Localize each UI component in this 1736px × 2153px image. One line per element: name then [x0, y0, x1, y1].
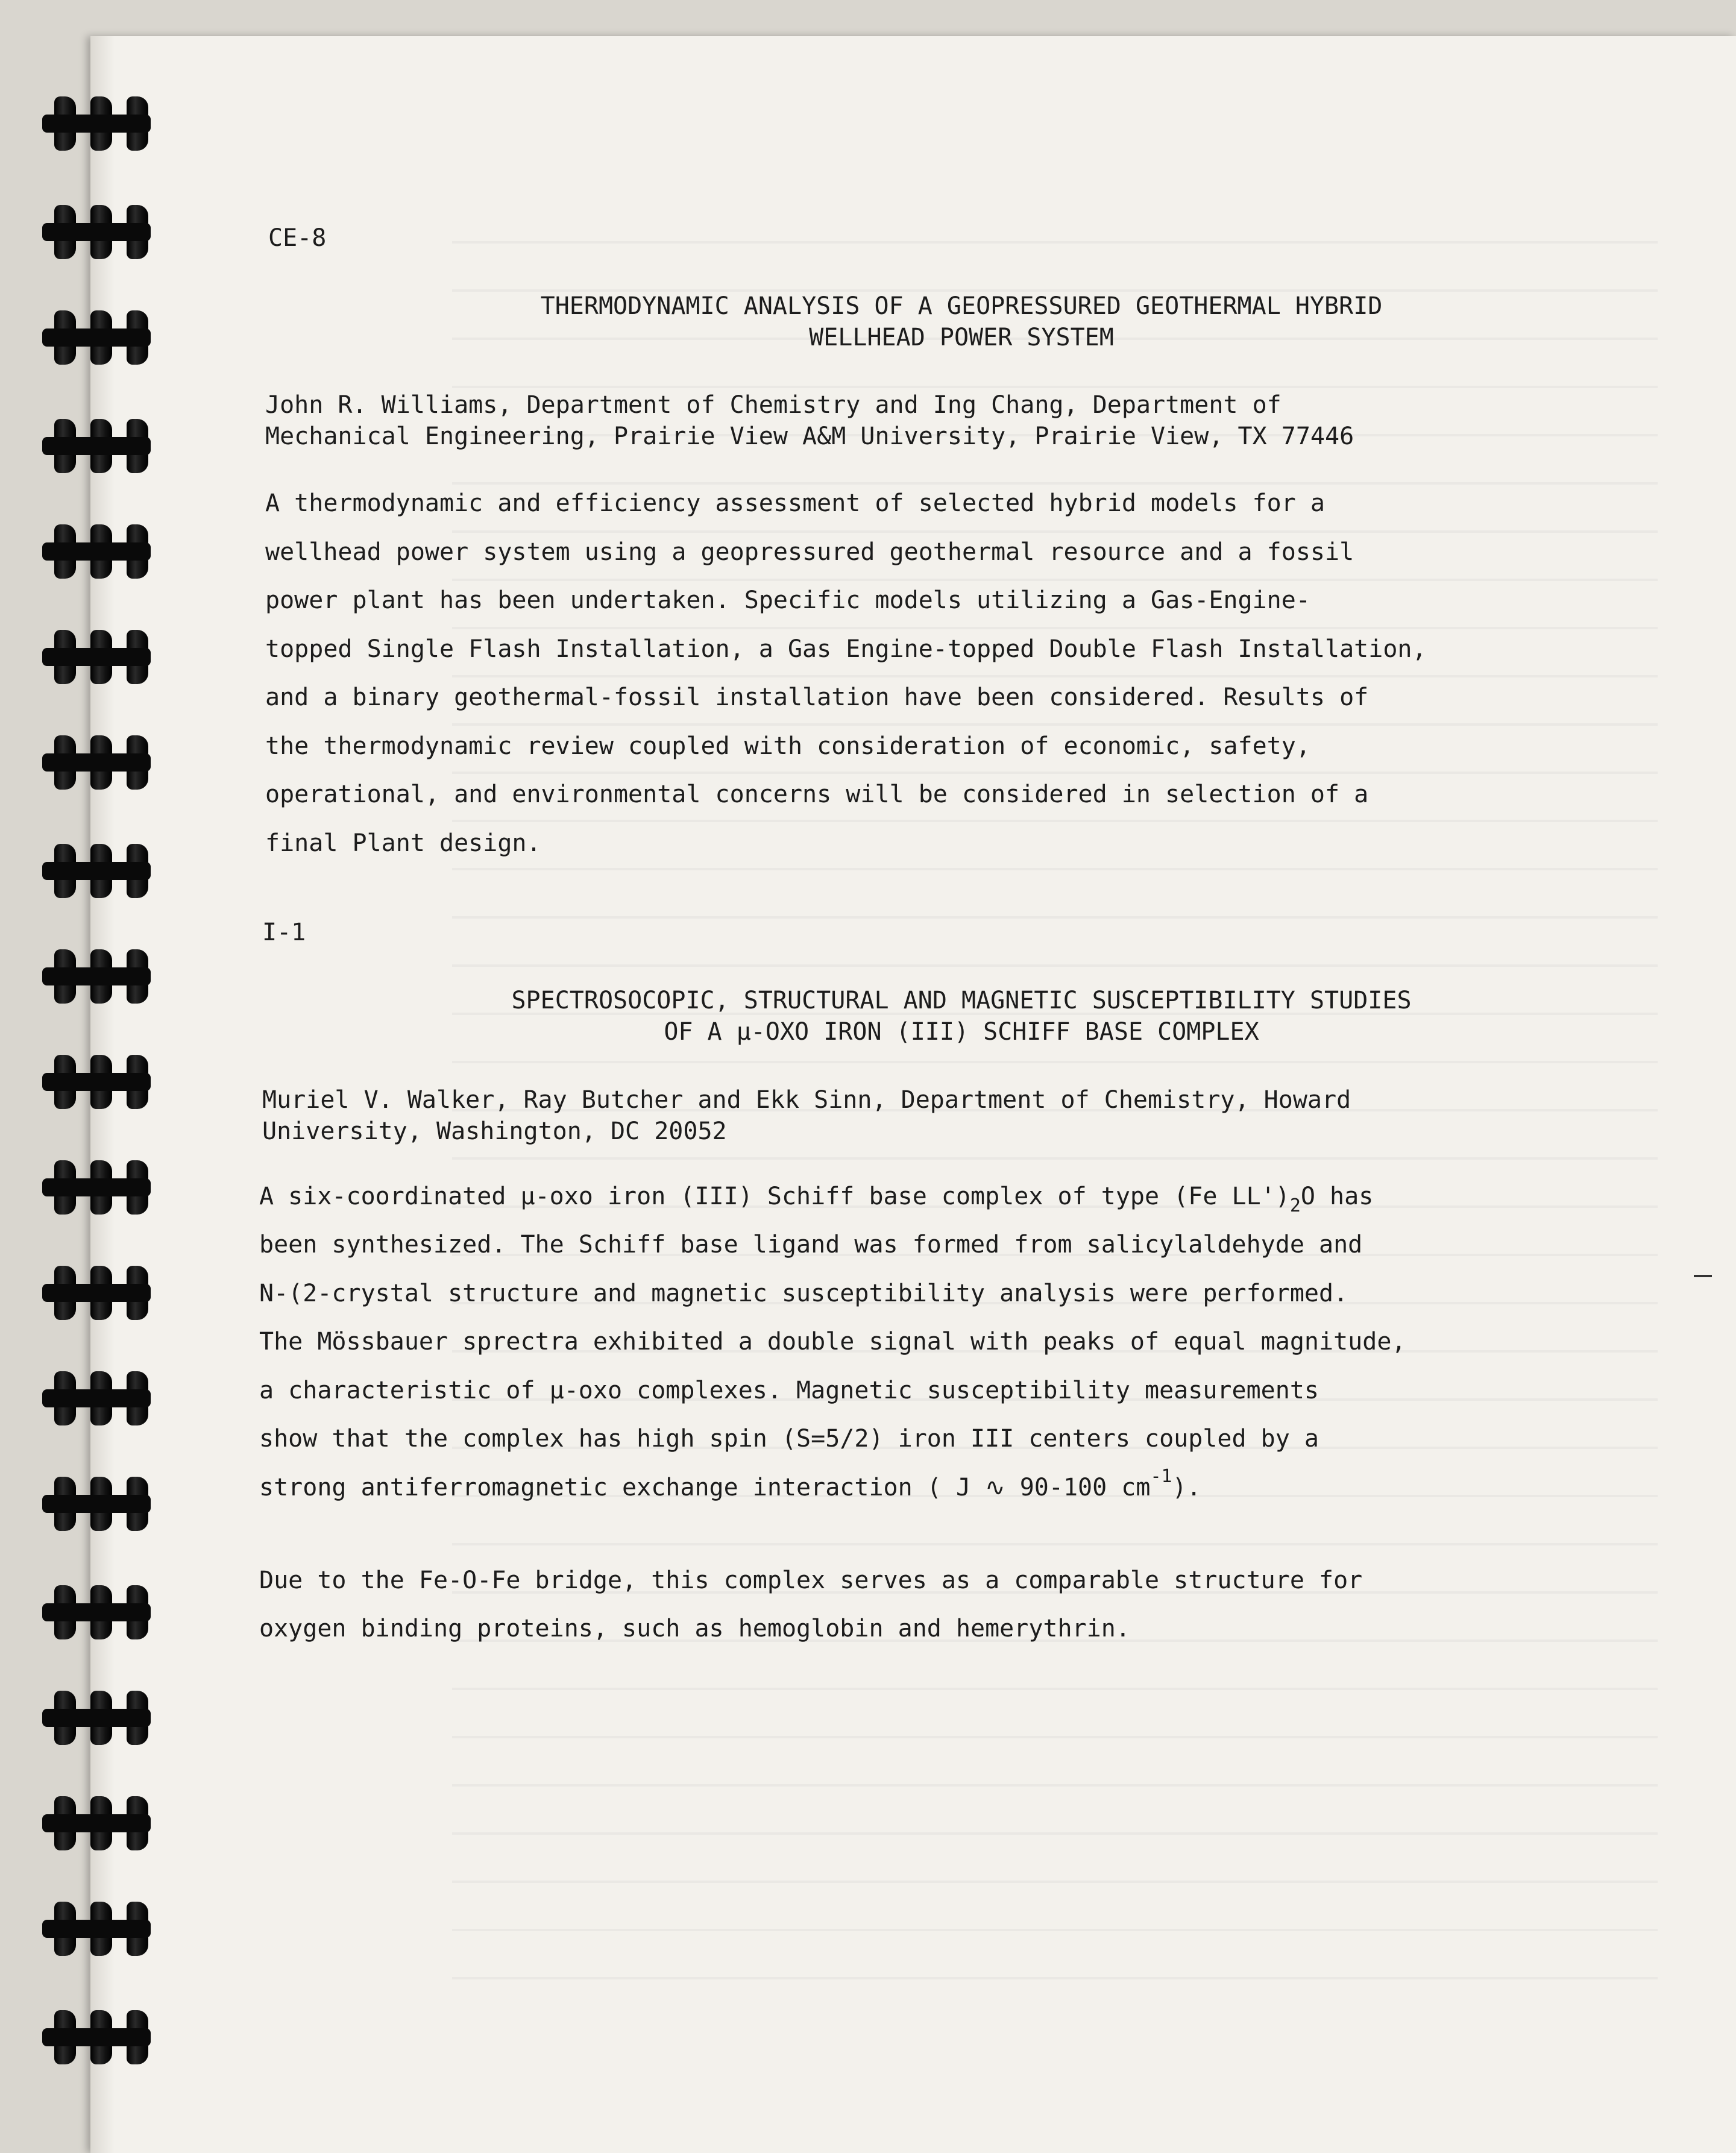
binding-ring [42, 1160, 151, 1215]
body-line: topped Single Flash Installation, a Gas Engine-topped Double Flash Installation, [265, 635, 1427, 663]
body-text: O has [1300, 1183, 1374, 1210]
binding-ring [42, 1266, 151, 1320]
author-line: Mechanical Engineering, Prairie View A&M University, Prairie View, TX 77446 [265, 423, 1354, 450]
binding-ring [42, 96, 151, 151]
abstract-title-line: OF A μ-OXO IRON (III) SCHIFF BASE COMPLEX [664, 1018, 1259, 1046]
author-line: Muriel V. Walker, Ray Butcher and Ekk Sinn, Department of Chemistry, Howard [262, 1086, 1351, 1114]
body-line: Due to the Fe-O-Fe bridge, this complex serves as a comparable structure for [259, 1567, 1363, 1594]
binding-ring [42, 1691, 151, 1745]
body-line: N-(2-crystal structure and magnetic susceptibility analysis were performed. [259, 1280, 1348, 1307]
binding-ring [42, 205, 151, 259]
body-line: oxygen binding proteins, such as hemoglobin and hemerythrin. [259, 1615, 1130, 1642]
binding-ring [42, 419, 151, 473]
binding-ring [42, 1371, 151, 1425]
body-line: operational, and environmental concerns will be considered in selection of a [265, 781, 1369, 808]
subscript: 2 [1289, 1195, 1301, 1216]
author-line: John R. Williams, Department of Chemistry and Ing Chang, Department of [265, 391, 1282, 419]
body-text: A six-coordinated μ-oxo iron (III) Schiff base complex of type (Fe LL') [259, 1183, 1290, 1210]
margin-mark [1694, 1275, 1712, 1277]
abstract-code: CE-8 [268, 224, 327, 252]
body-line: show that the complex has high spin (S=5/2) iron III centers coupled by a [259, 1425, 1319, 1453]
body-line: The Mössbauer sprectra exhibited a double signal with peaks of equal magnitude, [259, 1328, 1406, 1356]
binding-ring [42, 735, 151, 790]
body-line: been synthesized. The Schiff base ligand was formed from salicylaldehyde and [259, 1231, 1363, 1259]
spiral-binding [0, 0, 157, 2153]
superscript: -1 [1150, 1466, 1172, 1487]
body-line: a characteristic of μ-oxo complexes. Magnetic susceptibility measurements [259, 1377, 1319, 1404]
body-line: wellhead power system using a geopressured geothermal resource and a fossil [265, 538, 1354, 566]
binding-ring [42, 1477, 151, 1531]
body-line: power plant has been undertaken. Specific models utilizing a Gas-Engine- [265, 586, 1310, 614]
binding-ring [42, 1055, 151, 1109]
body-line [259, 1183, 1374, 1216]
body-text: ). [1172, 1474, 1201, 1501]
binding-ring [42, 310, 151, 365]
body-line: A thermodynamic and efficiency assessment of selected hybrid models for a [265, 489, 1325, 517]
abstract-title-line: SPECTROSOCOPIC, STRUCTURAL AND MAGNETIC SUSCEPTIBILITY STUDIES [511, 987, 1412, 1014]
binding-ring [42, 949, 151, 1004]
body-line: and a binary geothermal-fossil installation have been considered. Results of [265, 684, 1369, 711]
binding-ring [42, 844, 151, 898]
body-text: strong antiferromagnetic exchange interaction ( J ∿ 90-100 cm [259, 1474, 1151, 1501]
body-line [259, 1466, 1201, 1501]
abstract-title-line: THERMODYNAMIC ANALYSIS OF A GEOPRESSURED GEOTHERMAL HYBRID [540, 292, 1383, 320]
binding-ring [42, 1796, 151, 1850]
abstract-title-line: WELLHEAD POWER SYSTEM [809, 324, 1114, 351]
binding-ring [42, 524, 151, 579]
binding-ring [42, 2010, 151, 2064]
body-line: the thermodynamic review coupled with consideration of economic, safety, [265, 732, 1310, 760]
binding-ring [42, 1585, 151, 1639]
body-line: final Plant design. [265, 829, 541, 857]
binding-ring [42, 1902, 151, 1956]
binding-ring [42, 630, 151, 684]
abstract-code: I-1 [262, 919, 306, 946]
author-line: University, Washington, DC 20052 [262, 1117, 727, 1145]
